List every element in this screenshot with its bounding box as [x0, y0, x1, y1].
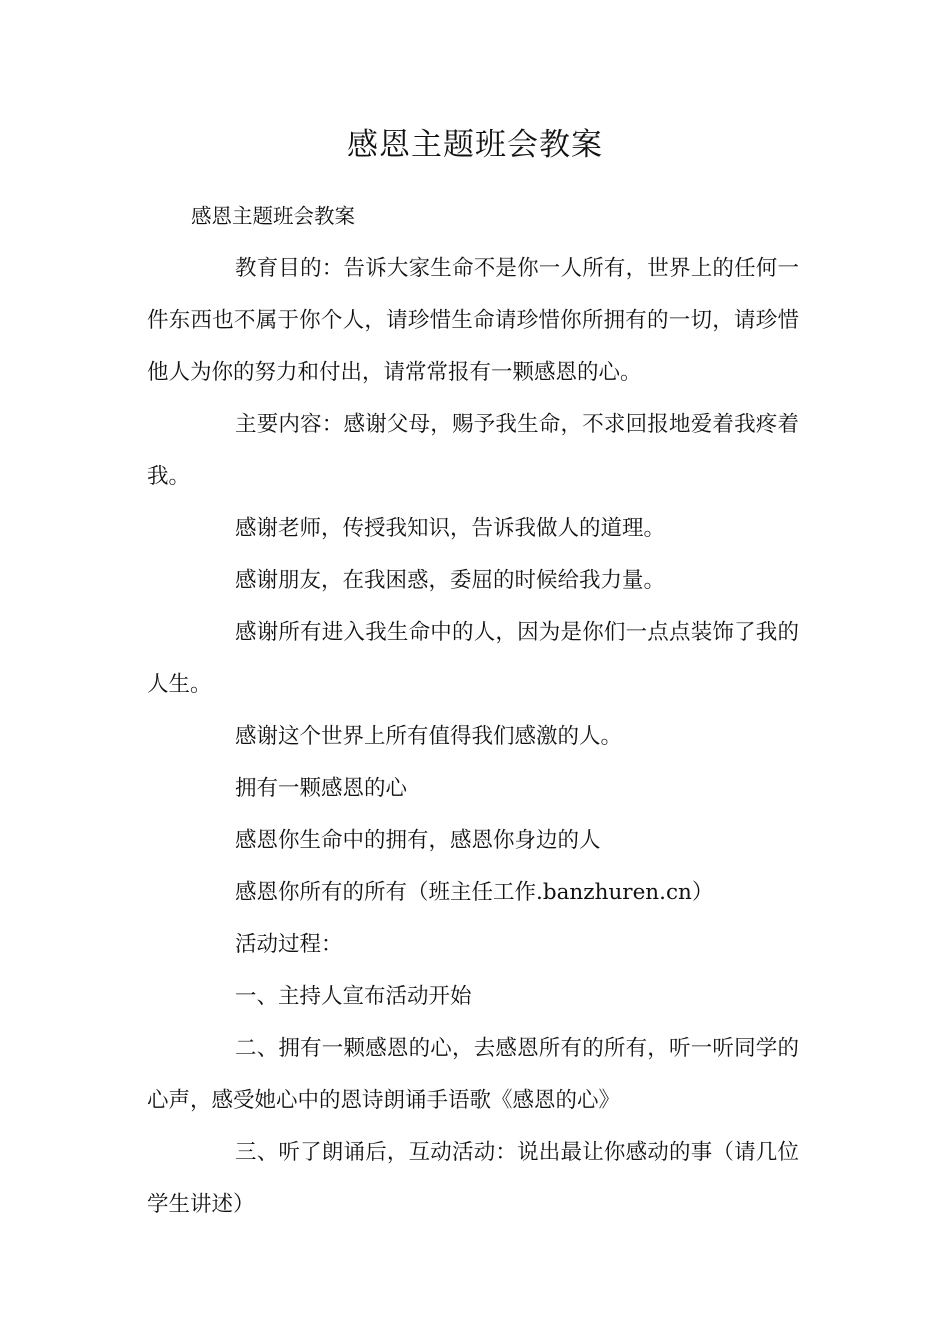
- paragraph-education-goal: 教育目的：告诉大家生命不是你一人所有，世界上的任何一件东西也不属于你个人，请珍惜生命请珍惜你所拥有的一切，请珍惜他人为你的努力和付出，请常常报有一颗感恩的心。: [147, 256, 799, 385]
- paragraph-thank-friends: 感谢朋友，在我困惑，委屈的时候给我力量。: [235, 568, 666, 593]
- document-title: 感恩主题班会教案: [347, 127, 603, 163]
- paragraph-grateful-heart: 拥有一颗感恩的心: [235, 776, 408, 801]
- paragraph-thank-world: 感谢这个世界上所有值得我们感激的人。: [235, 724, 623, 749]
- paragraph-thank-everyone: 感谢所有进入我生命中的人，因为是你们一点点装饰了我的人生。: [147, 620, 799, 697]
- paragraph-gratitude-life: 感恩你生命中的拥有，感恩你身边的人: [235, 828, 601, 853]
- paragraph-step-three: 三、听了朗诵后，互动活动：说出最让你感动的事（请几位学生讲述）: [147, 1140, 799, 1217]
- paragraph-gratitude-all: 感恩你所有的所有（班主任工作.banzhuren.cn）: [235, 880, 714, 905]
- paragraph-step-one: 一、主持人宣布活动开始: [235, 984, 472, 1009]
- document-body: [147, 243, 799, 1231]
- paragraph-activity-process: 活动过程：: [235, 932, 343, 957]
- paragraph-thank-teachers: 感谢老师，传授我知识，告诉我做人的道理。: [235, 516, 666, 541]
- paragraph-main-content: 主要内容：感谢父母，赐予我生命，不求回报地爱着我疼着我。: [147, 412, 799, 489]
- document-subtitle: 感恩主题班会教案: [191, 204, 355, 228]
- paragraph-step-two: 二、拥有一颗感恩的心，去感恩所有的所有，听一听同学的心声，感受她心中的恩诗朗诵手语歌《感恩的心》: [147, 1036, 799, 1113]
